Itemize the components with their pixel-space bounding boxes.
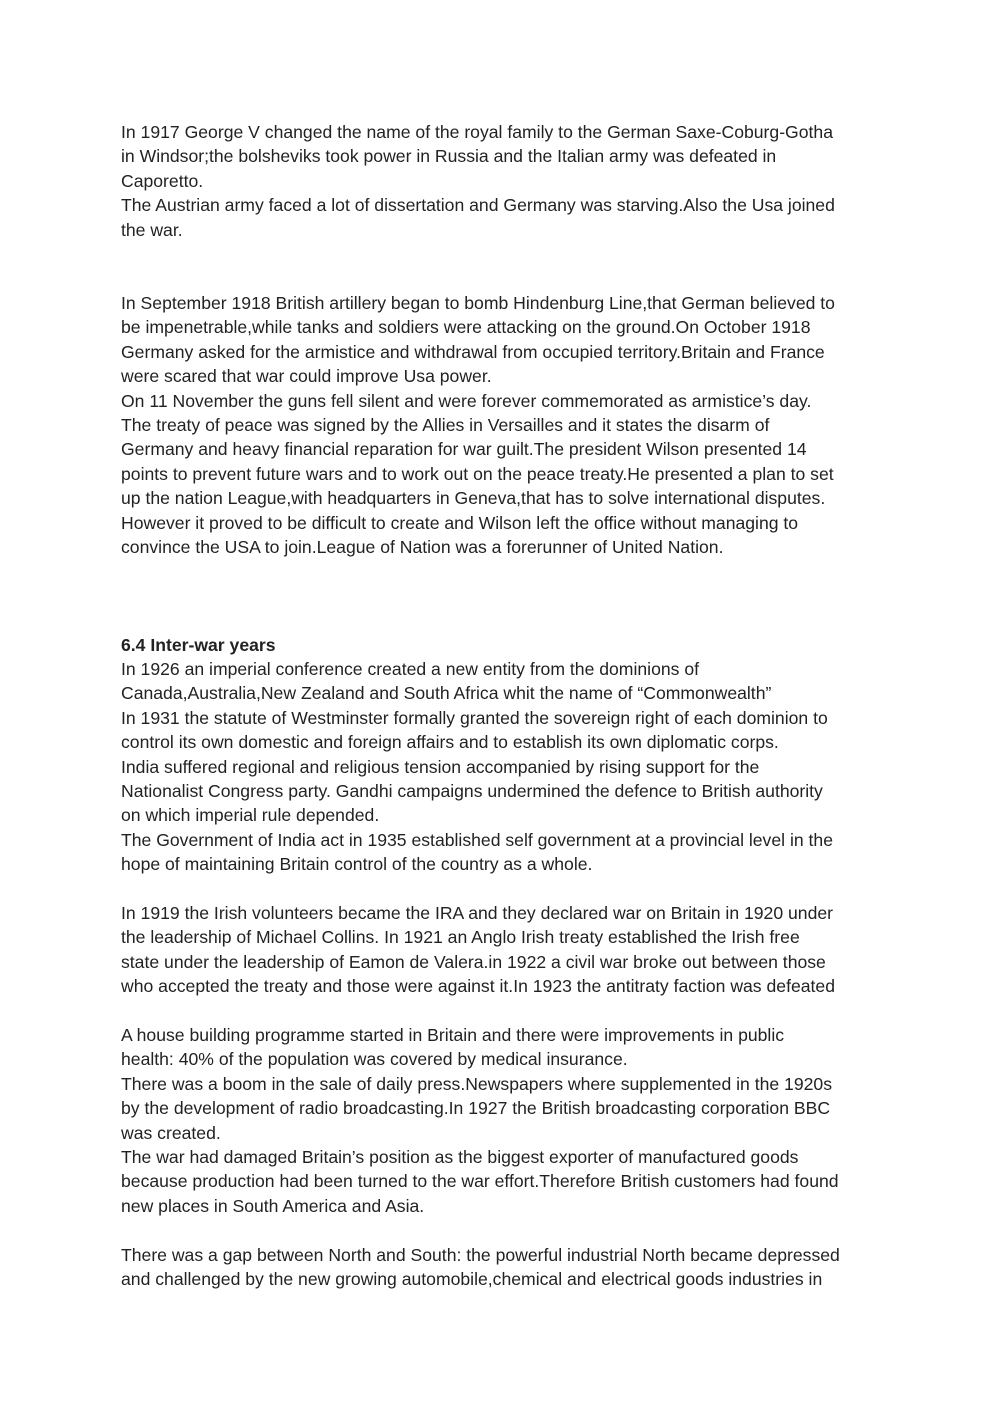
text-line: state under the leadership of Eamon de Valera.in 1922 a civil war broke out between those [121, 951, 826, 972]
text-line: The Government of India act in 1935 established self government at a provincial level in the [121, 829, 833, 850]
text-line: up the nation League,with headquarters in Geneva,that has to solve international disputes. [121, 488, 826, 509]
paragraph-1917 [121, 120, 881, 242]
text-line: There was a boom in the sale of daily press.Newspapers where supplemented in the 1920s [121, 1073, 832, 1094]
document-body [121, 120, 881, 1291]
text-line: A house building programme started in Britain and there were improvements in public [121, 1024, 785, 1045]
text-line: In 1926 an imperial conference created a new entity from the dominions of [121, 658, 699, 679]
paragraph-1918 [121, 291, 881, 559]
text-line: points to prevent future wars and to work out on the peace treaty.He presented a plan to set [121, 463, 834, 484]
text-line: control its own domestic and foreign affairs and to establish its own diplomatic corps. [121, 732, 779, 753]
text-line: and challenged by the new growing automobile,chemical and electrical goods industries in [121, 1269, 823, 1290]
text-line: On 11 November the guns fell silent and were forever commemorated as armistice’s day. [121, 390, 812, 411]
text-line: who accepted the treaty and those were against it.In 1923 the antitraty faction was defeated [121, 976, 835, 997]
text-line: because production had been turned to the war effort.Therefore British customers had found [121, 1171, 839, 1192]
paragraph-spacer [121, 242, 881, 291]
text-line: health: 40% of the population was covered by medical insurance. [121, 1049, 628, 1070]
section-heading: 6.4 Inter-war years [121, 634, 276, 655]
text-line: hope of maintaining Britain control of the country as a whole. [121, 854, 593, 875]
text-line: be impenetrable,while tanks and soldiers were attacking on the ground.On October 1918 [121, 317, 811, 338]
text-line: India suffered regional and religious tension accompanied by rising support for the [121, 756, 760, 777]
paragraph-ireland [121, 901, 881, 999]
text-line: was created. [121, 1122, 221, 1143]
text-line: In 1917 George V changed the name of the royal family to the German Saxe-Coburg-Gotha [121, 122, 833, 142]
text-line: There was a gap between North and South: the powerful industrial North became depressed [121, 1244, 840, 1265]
text-line: Caporetto. [121, 170, 204, 191]
text-line: However it proved to be difficult to create and Wilson left the office without managing to [121, 512, 799, 533]
paragraph-north-south [121, 1243, 881, 1292]
text-line: The treaty of peace was signed by the Allies in Versailles and it states the disarm of [121, 415, 770, 436]
text-line: Germany and heavy financial reparation for war guilt.The president Wilson presented 14 [121, 439, 807, 460]
text-line: the war. [121, 219, 183, 240]
paragraph-spacer [121, 877, 881, 901]
text-line: Germany asked for the armistice and withdrawal from occupied territory.Britain and France [121, 341, 825, 362]
text-line: were scared that war could improve Usa power. [121, 366, 492, 387]
text-line: the leadership of Michael Collins. In 1921 an Anglo Irish treaty established the Irish free [121, 927, 800, 948]
text-line: new places in South America and Asia. [121, 1195, 425, 1216]
text-line: The war had damaged Britain’s position as the biggest exporter of manufactured goods [121, 1147, 799, 1167]
text-line: Nationalist Congress party. Gandhi campaigns undermined the defence to British authority [121, 780, 823, 801]
section-inter-war-years [121, 633, 881, 877]
text-line: In 1919 the Irish volunteers became the IRA and they declared war on Britain in 1920 under [121, 902, 834, 923]
text-line: convince the USA to join.League of Nation was a forerunner of United Nation. [121, 537, 724, 558]
text-line: on which imperial rule depended. [121, 805, 380, 826]
text-line: in Windsor;the bolsheviks took power in Russia and the Italian army was defeated in [121, 146, 777, 167]
paragraph-spacer [121, 999, 881, 1023]
text-line: The Austrian army faced a lot of dissertation and Germany was starving.Also the Usa joined [121, 195, 835, 216]
text-line: In September 1918 British artillery began to bomb Hindenburg Line,that German believed to [121, 293, 835, 314]
text-line: In 1931 the statute of Westminster formally granted the sovereign right of each dominion to [121, 707, 828, 728]
paragraph-society [121, 1023, 881, 1218]
text-line: Canada,Australia,New Zealand and South Africa whit the name of “Commonwealth” [121, 683, 772, 704]
text-line: by the development of radio broadcasting.In 1927 the British broadcasting corporation BBC [121, 1098, 831, 1119]
paragraph-spacer [121, 1218, 881, 1242]
paragraph-spacer [121, 560, 881, 633]
